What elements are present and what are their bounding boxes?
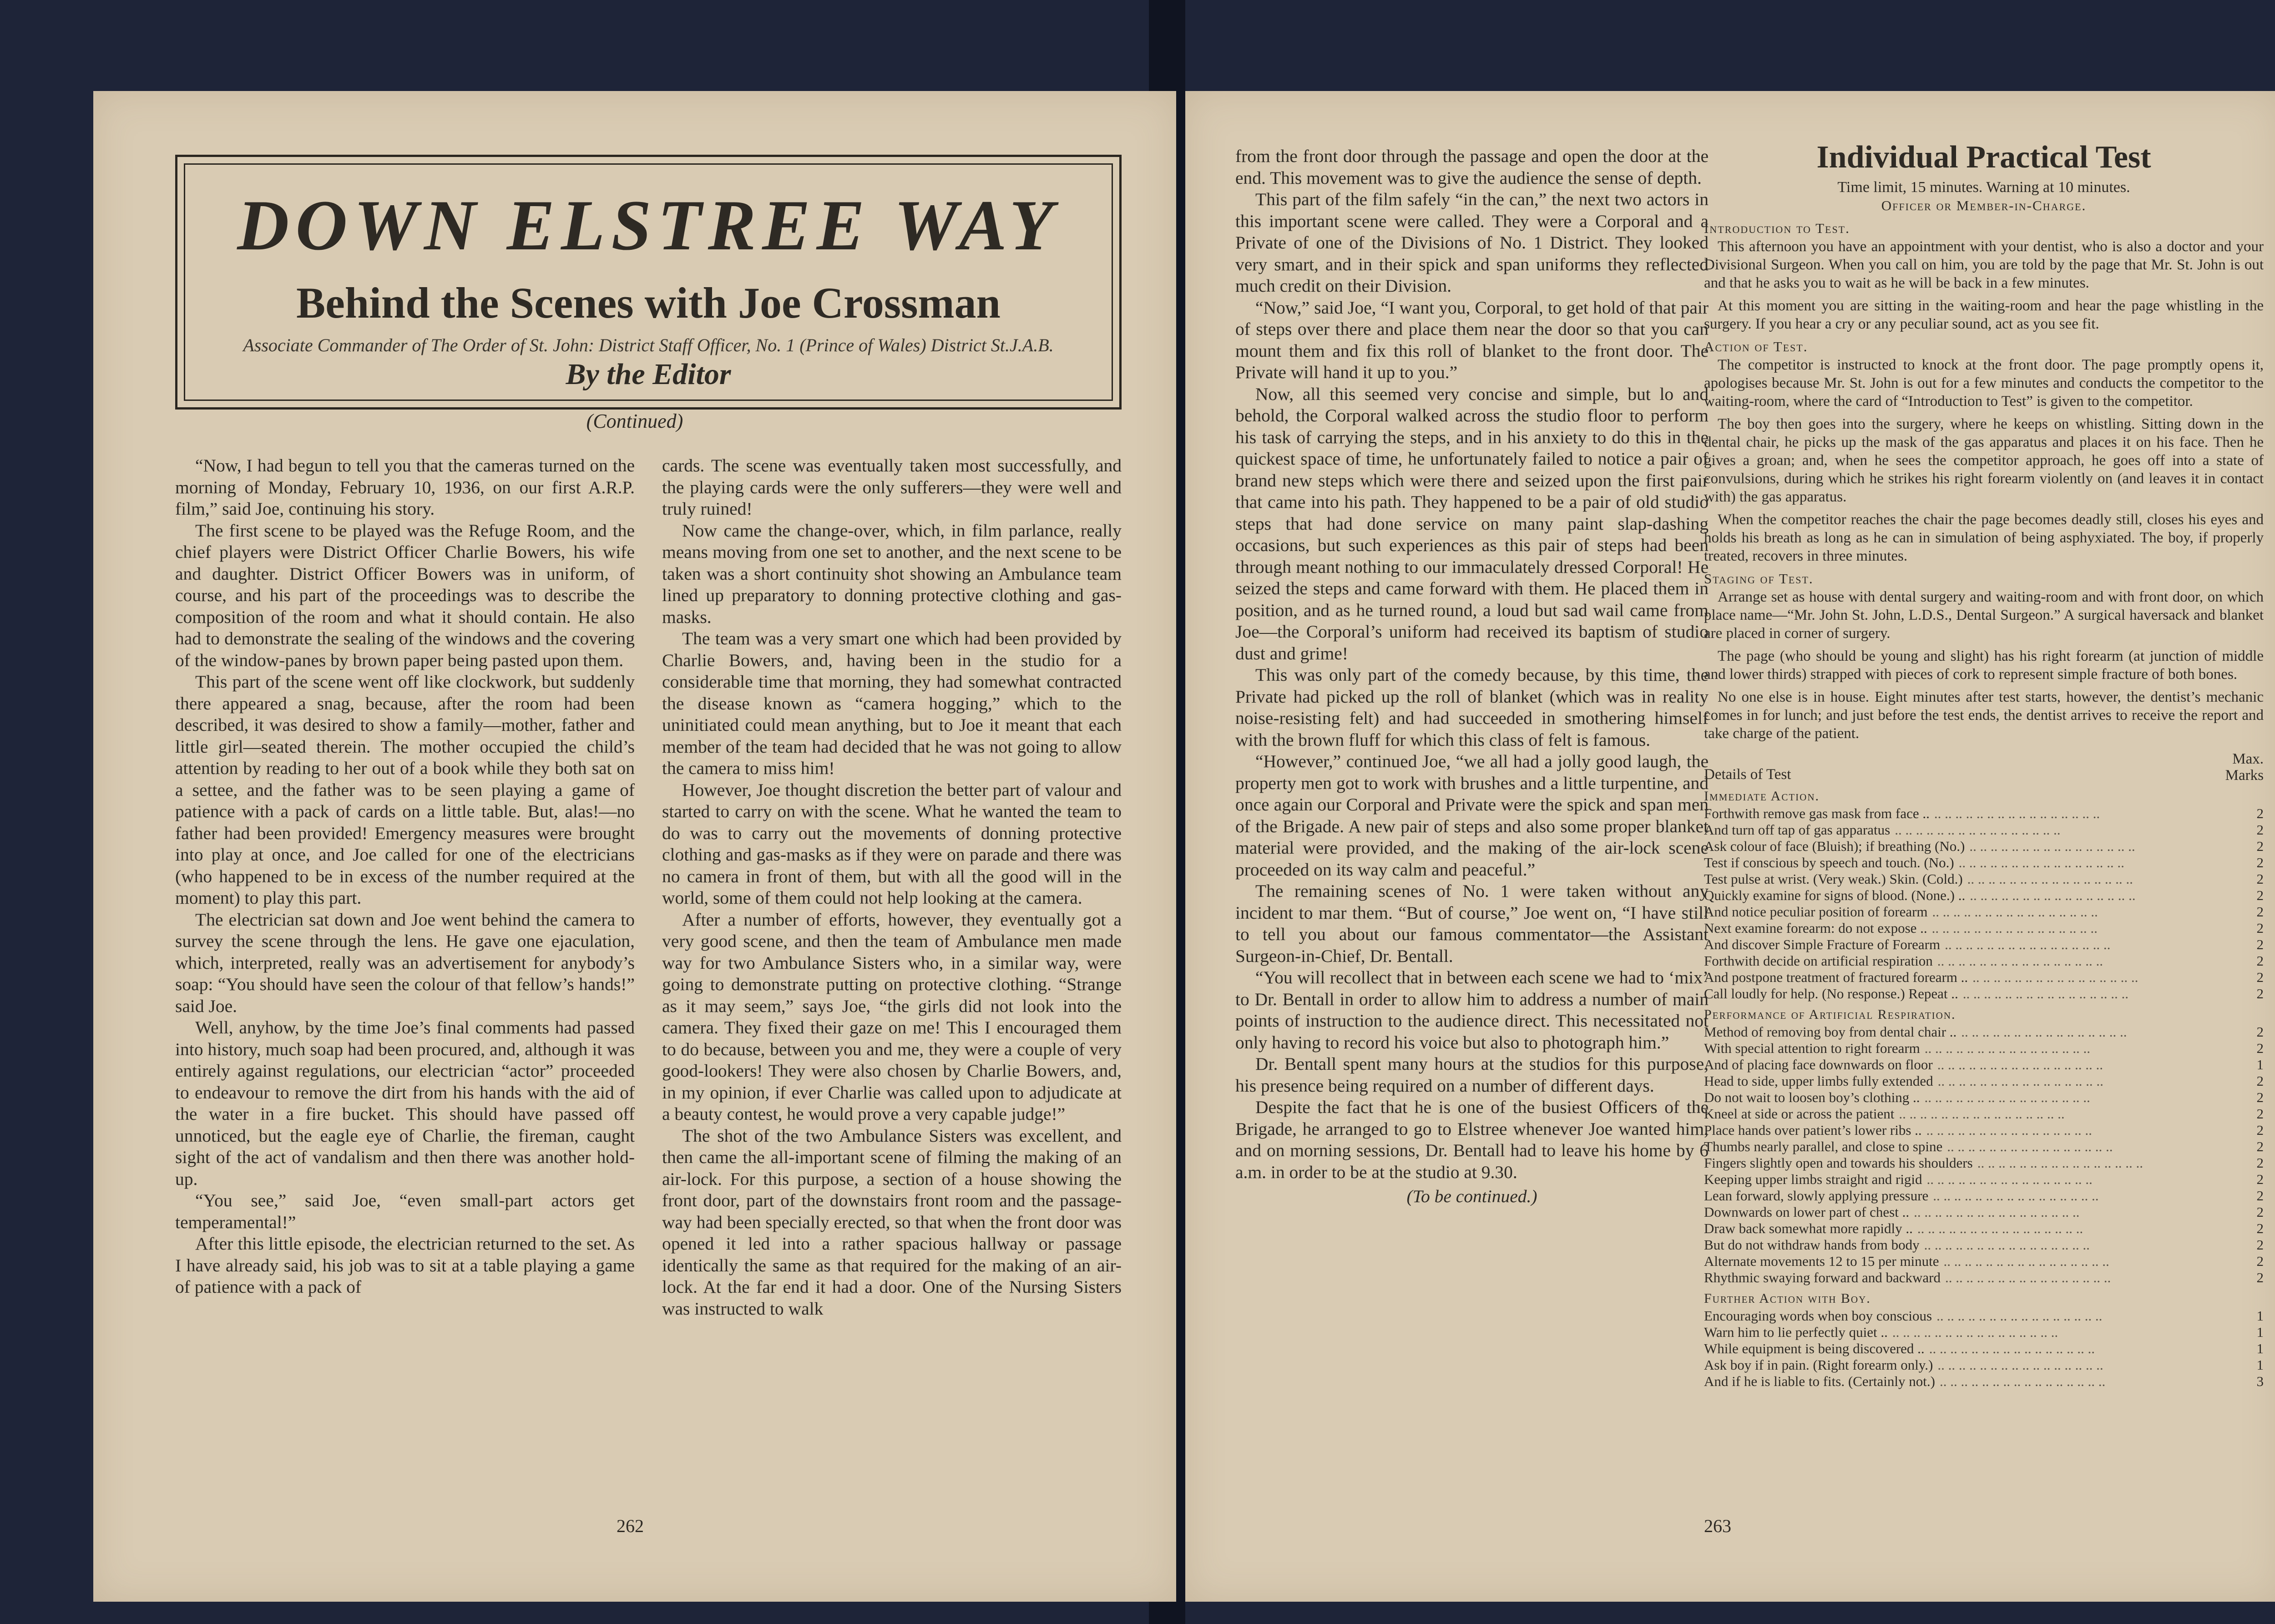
paragraph: Now, all this seemed very concise and simple, but lo and behold, the Corporal walked across the studio floor to perform his task of carrying the steps, and in his anxiety to do this in the quickest space of time, he unfortunately failed to notice a pair of brand new steps which were there and seized upon the first pair that came into his path. They happened to be a pair of old studio steps that had done service on many paint slap-dashing occasions, but such experiences as this pair of steps had been through meant nothing to our immaculately dressed Corporal! He seized the steps and came forward with them. He placed them in position, and as he turned round, a loud but sad wail came from Joe—the Corporal’s uniform had received its baptism of studio dust and grime! [1235, 384, 1709, 663]
paragraph: No one else is in house. Eight minutes after test starts, however, the dentist’s mechanic comes in for lunch; and just before the test ends, the dentist arrives to receive the report and take charge of the patient. [1704, 689, 2264, 742]
test-officer: Officer or Member-in-Charge. [1881, 197, 2087, 213]
left-page [93, 91, 1176, 1602]
leader-dots: .. .. .. .. .. .. .. .. .. .. .. .. .. .. .. .. [1945, 936, 2111, 952]
marks-row-label: But do not withdraw hands from body [1704, 1237, 1920, 1253]
marks-row [1704, 805, 2264, 822]
marks-row-label: Alternate movements 12 to 15 per minute [1704, 1253, 1939, 1269]
marks-row [1704, 1270, 2264, 1286]
marks-row-value: 2 [2256, 1204, 2264, 1220]
page-number-left: 262 [617, 1516, 644, 1536]
marks-row-value: 2 [2256, 1220, 2264, 1236]
paragraph: “However,” continued Joe, “we all had a jolly good laugh, the property men got to work with brushes and a little turpentine, and once again our Corporal and Private were the spick and span men of the Brigade. A new pair of steps and also some proper blanket material were provided, and the making of the air-lock scene proceeded on its way calm and peaceful.” [1235, 751, 1709, 880]
paragraph: Despite the fact that he is one of the busiest Officers of the Brigade, he arranged to go to Elstree whenever Joe wanted him, and on morning sessions, Dr. Bentall had to leave his home by 6 a.m. in order to be at the studio at 9.30. [1235, 1097, 1709, 1182]
marks-row-label: Do not wait to loosen boy’s clothing .. [1704, 1089, 1920, 1105]
marks-row [1704, 1357, 2264, 1373]
section-heading-introduction: Introduction to Test. [1704, 220, 1850, 236]
article-title: DOWN ELSTREE WAY [237, 186, 1060, 265]
page-number-right: 263 [1704, 1516, 1731, 1536]
leader-dots: .. .. .. .. .. .. .. .. .. .. .. .. .. .. .. .. [1937, 953, 2103, 969]
marks-row-label: And of placing face downwards on floor [1704, 1057, 1933, 1073]
marks-row-value: 2 [2256, 887, 2264, 903]
leader-dots: .. .. .. .. .. .. .. .. .. .. .. .. .. .. .. .. [1969, 838, 2135, 854]
marks-label: Marks [2225, 767, 2264, 784]
leader-dots: .. .. .. .. .. .. .. .. .. .. .. .. .. .. .. .. [1958, 855, 2124, 870]
marks-row-value: 1 [2256, 1324, 2264, 1340]
paragraph: Dr. Bentall spent many hours at the studios for this purpose, his presence being required on a number of different days. [1235, 1054, 1709, 1096]
left-column-1 [175, 455, 635, 1298]
marks-row-label: And if he is liable to fits. (Certainly not.) [1704, 1373, 1935, 1389]
marks-row-value: 2 [2256, 1138, 2264, 1154]
leader-dots: .. .. .. .. .. .. .. .. .. .. .. .. .. .. .. .. [1924, 1089, 2090, 1105]
marks-row-value: 2 [2256, 920, 2264, 936]
paragraph: The shot of the two Ambulance Sisters was excellent, and then came the all-important scene of filming the making of an air-lock. For this purpose, a section of a house showing the front door, part of the downstairs front room and the passage-way had been specially erected, so that when the front door was opened it led into a rather spacious hallway or passage identically the same as that required for the making of an air-lock. At the far end it had a door. One of the Nursing Sisters was instructed to walk [662, 1125, 1122, 1319]
continued-label: (Continued) [586, 410, 683, 432]
leader-dots: .. .. .. .. .. .. .. .. .. .. .. .. .. .. .. .. [1933, 1188, 2099, 1204]
paragraph: Now came the change-over, which, in film parlance, really means moving from one set to another, and the next scene to be taken was a short continuity shot showing an Ambulance team lined up preparatory to donning protective clothing and gas-masks. [662, 520, 1122, 627]
marks-row-label: Rhythmic swaying forward and backward [1704, 1270, 1941, 1285]
marks-row [1704, 855, 2264, 871]
marks-row-label: Fingers slightly open and towards his shoulders [1704, 1155, 1973, 1171]
marks-row [1704, 936, 2264, 953]
marks-row-label: And discover Simple Fracture of Forearm [1704, 936, 1941, 952]
marks-row-value: 2 [2256, 822, 2264, 838]
paragraph: Arrange set as house with dental surgery and waiting-room and with front door, on which place name—“Mr. John St. John, L.D.S., Dental Surgeon.” A surgical haversack and blanket are placed in corner of surgery. [1704, 589, 2264, 642]
paragraph: The first scene to be played was the Refuge Room, and the chief players were District Officer Charlie Bowers, his wife and daughter. District Officer Bowers was in uniform, of course, and his part of the proceedings was to describe the composition of the room and what it should contain. He also had to demonstrate the sealing of the windows and the covering of the window-panes by brown paper being pasted upon them. [175, 520, 635, 670]
leader-dots: .. .. .. .. .. .. .. .. .. .. .. .. .. .. .. .. [1932, 904, 2098, 920]
paragraph: The page (who should be young and slight) has his right forearm (at junction of middle and lower thirds) strapped with pieces of cork to represent simple fracture of both bones. [1704, 648, 2264, 683]
marks-row-label: Downwards on lower part of chest .. [1704, 1204, 1910, 1220]
leader-dots: .. .. .. .. .. .. .. .. .. .. .. .. .. .. .. .. [1945, 1270, 2111, 1285]
marks-row-label: Encouraging words when boy conscious [1704, 1308, 1932, 1324]
marks-row-label: Ask colour of face (Bluish); if breathing (No.) [1704, 838, 1965, 854]
marks-row-label: Quickly examine for signs of blood. (None.) .. [1704, 887, 1966, 903]
marks-row [1704, 1057, 2264, 1073]
marks-row [1704, 887, 2264, 904]
paragraph: When the competitor reaches the chair the page becomes deadly still, closes his eyes and holds his breath as long as he can in simulation of being asphyxiated. The boy, if properly treated, recovers in three minutes. [1704, 511, 2264, 564]
marks-row [1704, 1341, 2264, 1357]
marks-row [1704, 1204, 2264, 1220]
marks-row-value: 2 [2256, 1106, 2264, 1122]
leader-dots: .. .. .. .. .. .. .. .. .. .. .. .. .. .. .. .. [1936, 1308, 2103, 1324]
article-subtitle: Behind the Scenes with Joe Crossman [296, 278, 1001, 327]
marks-row-value: 2 [2256, 1171, 2264, 1187]
leader-dots: .. .. .. .. .. .. .. .. .. .. .. .. .. .. .. .. [1937, 1057, 2103, 1073]
leader-dots: .. .. .. .. .. .. .. .. .. .. .. .. .. .. .. .. [1895, 822, 2061, 838]
leader-dots: .. .. .. .. .. .. .. .. .. .. .. .. .. .. .. .. [1934, 805, 2100, 821]
paragraph: “Now, I had begun to tell you that the cameras turned on the morning of Monday, February 10, 1936, on our first A.R.P. film,” said Joe, continuing his story. [175, 455, 635, 519]
paragraph: At this moment you are sitting in the waiting-room and hear the page whistling in the surgery. If you hear a cry or any peculiar sound, act as you see fit. [1704, 298, 2264, 332]
paragraph: The boy then goes into the surgery, where he keeps on whistling. Sitting down in the dental chair, he picks up the mask of the gas apparatus and places it on his face. Then he gives a groan; and, when he sees the competitor approach, he goes off into a state of convulsions, during which he strikes his right forearm violently on (and leaves it in contact with) the gas apparatus. [1704, 416, 2264, 505]
marks-row [1704, 1073, 2264, 1089]
marks-row [1704, 1253, 2264, 1270]
marks-group-heading: Immediate Action. [1704, 789, 1820, 804]
marks-row-value: 2 [2256, 1155, 2264, 1171]
marks-row-label: Test pulse at wrist. (Very weak.) Skin. (Cold.) [1704, 871, 1963, 887]
max-marks-label [2225, 751, 2264, 784]
test-title: Individual Practical Test [1816, 140, 2151, 175]
paragraph: The remaining scenes of No. 1 were taken without any incident to mar them. “But of course,” Joe went on, “I have still to tell you about our famous commentator—the Assistant Surgeon-in-Chief, Dr. Bentall. [1235, 881, 1709, 966]
marks-row [1704, 1171, 2264, 1188]
marks-row [1704, 1024, 2264, 1040]
marks-row [1704, 1188, 2264, 1204]
marks-row [1704, 904, 2264, 920]
marks-row-label: And postpone treatment of fractured forearm .. [1704, 969, 1968, 985]
marks-row-value: 1 [2256, 1357, 2264, 1373]
marks-row-label: Place hands over patient’s lower ribs .. [1704, 1122, 1922, 1138]
marks-row-label: With special attention to right forearm [1704, 1040, 1920, 1056]
marks-row-label: Method of removing boy from dental chair .. [1704, 1024, 1957, 1040]
marks-row-label: Warn him to lie perfectly quiet .. [1704, 1324, 1888, 1340]
paragraph: “You will recollect that in between each scene we had to ‘mix’ to Dr. Bentall in order to allow him to address a number of main points of instruction to the audience direct. This necessitated not only having to record his voice but also to photograph him.” [1235, 967, 1709, 1052]
paragraph: “You see,” said Joe, “even small-part actors get temperamental!” [175, 1190, 635, 1232]
marks-row [1704, 822, 2264, 838]
leader-dots: .. .. .. .. .. .. .. .. .. .. .. .. .. .. .. .. [1967, 871, 2133, 887]
leader-dots: .. .. .. .. .. .. .. .. .. .. .. .. .. .. .. .. [1926, 1171, 2093, 1187]
marks-row [1704, 953, 2264, 969]
paragraph: Well, anyhow, by the time Joe’s final comments had passed into history, much soap had been procured, and, although it was entirely against regulations, our electrician “actor” proceeded to endeavour to remove the dirt from his hands with the aid of the water in a fire bucket. This should have passed off unnoticed, but the eagle eye of Charlie, the fireman, caught sight of the act of vandalism and then there was another hold-up. [175, 1017, 635, 1189]
paragraph: This was only part of the comedy because, by this time, the Private had picked up the roll of blanket (which was in reality noise-resisting felt) and had succeeded in smothering himself with the brown fluff for which this class of felt is famous. [1235, 665, 1709, 750]
marks-row [1704, 920, 2264, 936]
marks-row-value: 2 [2256, 986, 2264, 1002]
marks-row-value: 2 [2256, 1188, 2264, 1204]
marks-row-label: Lean forward, slowly applying pressure [1704, 1188, 1929, 1204]
marks-row-label: Thumbs nearly parallel, and close to spine [1704, 1138, 1943, 1154]
paragraph: This afternoon you have an appointment with your dentist, who is also a doctor and your Divisional Surgeon. When you call on him, you are told by the page that Mr. St. John is out and that he asks you to wait as he will be back in a few minutes. [1704, 238, 2264, 291]
marks-row [1704, 1237, 2264, 1253]
marks-row-value: 2 [2256, 1237, 2264, 1253]
paragraph: The electrician sat down and Joe went behind the camera to survey the scene through the lens. He gave one ejaculation, which, interpreted, really was an advertisement for anybody’s soap: “You should have seen the colour of that fellow’s hands!” said Joe. [175, 909, 635, 1016]
to-be-continued: (To be continued.) [1406, 1186, 1537, 1206]
leader-dots: .. .. .. .. .. .. .. .. .. .. .. .. .. .. .. .. [1970, 887, 2136, 903]
marks-row [1704, 1106, 2264, 1122]
marks-row-value: 2 [2256, 1270, 2264, 1285]
leader-dots: .. .. .. .. .. .. .. .. .. .. .. .. .. .. .. .. [1899, 1106, 2065, 1122]
marks-row-value: 2 [2256, 871, 2264, 887]
leader-dots: .. .. .. .. .. .. .. .. .. .. .. .. .. .. .. .. [1937, 1073, 2103, 1089]
marks-row-value: 1 [2256, 1341, 2264, 1356]
marks-row-value: 2 [2256, 1040, 2264, 1056]
paragraph: from the front door through the passage and open the door at the end. This movement was to give the audience the sense of depth. [1235, 146, 1709, 188]
paragraph: After this little episode, the electrician returned to the set. As I have already said, his job was to sit at a table playing a game of patience with a pack of [175, 1234, 635, 1297]
paragraph: However, Joe thought discretion the better part of valour and started to carry on with the scene. What he wanted the team to do was to carry out the movements of donning protective clothing and gas-masks as if they were on parade and there was no camera in front of them, but with all the good will in the world, some of them could not help looking at the camera. [662, 779, 1122, 908]
paragraph: The team was a very smart one which had been provided by Charlie Bowers, and, having been in the studio for a considerable time that morning, they had somewhat contracted the disease known as “camera hogging,” which to the uninitiated could mean anything, but to Joe it meant that each member of the team had decided that he was not going to allow the camera to miss him! [662, 628, 1122, 778]
section-heading-action: Action of Test. [1704, 339, 1808, 354]
paragraph: The competitor is instructed to knock at the front door. The page promptly opens it, apologises because Mr. St. John is out for a few minutes and conducts the competitor to the waiting-room, where the card of “Introduction to Test” is given to the competitor. [1704, 357, 2264, 410]
section-heading-staging: Staging of Test. [1704, 571, 1814, 587]
marks-row [1704, 1040, 2264, 1057]
marks-row [1704, 1373, 2264, 1390]
author-credit: Associate Commander of The Order of St. John: District Staff Officer, No. 1 (Prince of Wales) District St.J.A.B. [243, 335, 1054, 355]
paragraph: This part of the film safely “in the can,” the next two actors in this important scene were called. They were a Corporal and a Private of one of the Divisions of No. 1 District. They looked very smart, and in their spick and span uniforms they reflected much credit on their Division. [1235, 189, 1709, 296]
leader-dots: .. .. .. .. .. .. .. .. .. .. .. .. .. .. .. .. [1924, 1040, 2091, 1056]
leader-dots: .. .. .. .. .. .. .. .. .. .. .. .. .. .. .. .. [1939, 1373, 2106, 1389]
leader-dots: .. .. .. .. .. .. .. .. .. .. .. .. .. .. .. .. [1977, 1155, 2143, 1171]
marks-row-value: 2 [2256, 1122, 2264, 1138]
marks-row-value: 1 [2256, 1057, 2264, 1073]
paragraph: This part of the scene went off like clockwork, but suddenly there appeared a snag, because, after the room had been described, it was desired to show a family—mother, father and little girl—seated therein. The mother occupied the child’s attention by reading to her out of a book while they both sat on a settee, and the father was to be seen playing a game of patience with a pack of cards on a little table. But, alas!—no father had been provided! Emergency measures were brought into play at once, and Joe called for one of the electricians (who happened to be in excess of the number required at the moment) to play this part. [175, 672, 635, 908]
test-time-limit: Time limit, 15 minutes. Warning at 10 minutes. [1837, 179, 2130, 196]
marks-row-label: And turn off tap of gas apparatus [1704, 822, 1891, 838]
marks-row-label: Draw back somewhat more rapidly .. [1704, 1220, 1913, 1236]
marks-row-value: 2 [2256, 1073, 2264, 1089]
marks-row [1704, 871, 2264, 887]
leader-dots: .. .. .. .. .. .. .. .. .. .. .. .. .. .. .. .. [1972, 969, 2138, 985]
marks-row [1704, 1220, 2264, 1237]
marks-row-label: Head to side, upper limbs fully extended [1704, 1073, 1933, 1089]
marks-row-label: While equipment is being discovered .. [1704, 1341, 1925, 1356]
marks-row [1704, 1324, 2264, 1341]
right-page [1185, 91, 2275, 1602]
marks-row-label: Ask boy if in pain. (Right forearm only.) [1704, 1357, 1933, 1373]
details-label: Details of Test [1704, 766, 1791, 783]
leader-dots: .. .. .. .. .. .. .. .. .. .. .. .. .. .. .. .. [1917, 1220, 2083, 1236]
marks-row-label: Call loudly for help. (No response.) Repeat .. [1704, 986, 1958, 1002]
paragraph: After a number of efforts, however, they eventually got a very good scene, and then the team of Ambulance men made way for two Ambulance Sisters who, in a similar way, were going to demonstrate putting on protective clothing. “Strange as it may seem,” says Joe, “the girls did not look into the camera. They fixed their gaze on me! This I encouraged them to do because, between you and me, they were a couple of very good-lookers! They were also chosen by Charlie Bowers, and, in my opinion, if ever Charlie was called upon to adjudicate at a beauty contest, he would prove a very capable judge!” [662, 909, 1122, 1124]
paragraph: “Now,” said Joe, “I want you, Corporal, to get hold of that pair of steps over there and place them near the door so that you can mount them and fix this roll of blanket to the front door. The Private will hand it up to you.” [1235, 297, 1709, 382]
right-column-1 [1235, 146, 1709, 1208]
leader-dots: .. .. .. .. .. .. .. .. .. .. .. .. .. .. .. .. [1929, 1341, 2095, 1356]
marks-row-label: Keeping upper limbs straight and rigid [1704, 1171, 1922, 1187]
leader-dots: .. .. .. .. .. .. .. .. .. .. .. .. .. .. .. .. [1924, 1237, 2090, 1253]
marks-row-value: 2 [2256, 969, 2264, 985]
marks-row-label: Test if conscious by speech and touch. (No.) [1704, 855, 1954, 870]
leader-dots: .. .. .. .. .. .. .. .. .. .. .. .. .. .. .. .. [1943, 1253, 2109, 1269]
leader-dots: .. .. .. .. .. .. .. .. .. .. .. .. .. .. .. .. [1961, 1024, 2127, 1040]
marks-row-label: And notice peculiar position of forearm [1704, 904, 1928, 920]
marks-row-value: 2 [2256, 1024, 2264, 1040]
marks-row [1704, 1089, 2264, 1106]
marks-row [1704, 1308, 2264, 1324]
marks-row-value: 2 [2256, 838, 2264, 854]
marks-row [1704, 969, 2264, 986]
byline: By the Editor [566, 358, 731, 391]
marks-row [1704, 1122, 2264, 1138]
marks-row-value: 2 [2256, 904, 2264, 920]
marks-row [1704, 838, 2264, 855]
marks-row-value: 2 [2256, 936, 2264, 952]
marks-row-label: Kneel at side or across the patient [1704, 1106, 1895, 1122]
leader-dots: .. .. .. .. .. .. .. .. .. .. .. .. .. .. .. .. [1962, 986, 2128, 1002]
marks-row-value: 3 [2256, 1373, 2264, 1389]
practical-test-section [1704, 137, 2264, 1390]
leader-dots: .. .. .. .. .. .. .. .. .. .. .. .. .. .. .. .. [1947, 1138, 2113, 1154]
leader-dots: .. .. .. .. .. .. .. .. .. .. .. .. .. .. .. .. [1937, 1357, 2103, 1373]
marks-row-value: 2 [2256, 805, 2264, 821]
marks-group-heading: Performance of Artificial Respiration. [1704, 1007, 1956, 1022]
marks-table [1704, 787, 2264, 1390]
marks-row-value: 1 [2256, 1308, 2264, 1324]
marks-row [1704, 1138, 2264, 1155]
left-column-2 [662, 455, 1122, 1320]
marks-row-label: Forthwith remove gas mask from face .. [1704, 805, 1930, 821]
leader-dots: .. .. .. .. .. .. .. .. .. .. .. .. .. .. .. .. [1926, 1122, 2092, 1138]
marks-group-heading: Further Action with Boy. [1704, 1291, 1871, 1306]
marks-row-value: 2 [2256, 1089, 2264, 1105]
marks-table-header [1704, 751, 2264, 784]
marks-row [1704, 1155, 2264, 1171]
leader-dots: .. .. .. .. .. .. .. .. .. .. .. .. .. .. .. .. [1892, 1324, 2058, 1340]
title-box [175, 155, 1122, 410]
leader-dots: .. .. .. .. .. .. .. .. .. .. .. .. .. .. .. .. [1914, 1204, 2080, 1220]
marks-row-value: 2 [2256, 1253, 2264, 1269]
paragraph: cards. The scene was eventually taken most successfully, and the playing cards were the only sufferers—they were well and truly ruined! [662, 455, 1122, 519]
marks-row [1704, 986, 2264, 1002]
marks-row-value: 2 [2256, 855, 2264, 870]
marks-row-label: Forthwith decide on artificial respiration [1704, 953, 1933, 969]
marks-row-value: 2 [2256, 953, 2264, 969]
leader-dots: .. .. .. .. .. .. .. .. .. .. .. .. .. .. .. .. [1931, 920, 2098, 936]
marks-row-label: Next examine forearm: do not expose .. [1704, 920, 1927, 936]
max-label: Max. [2232, 751, 2264, 767]
